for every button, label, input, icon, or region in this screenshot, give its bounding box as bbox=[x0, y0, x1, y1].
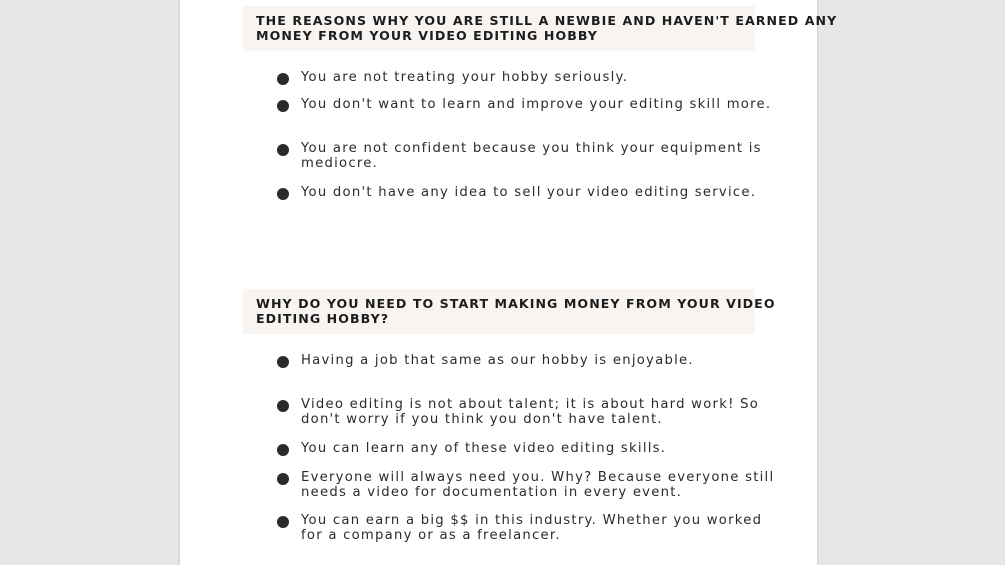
heading-line-2: MONEY FROM YOUR VIDEO EDITING HOBBY bbox=[256, 28, 598, 43]
list-item-line: Everyone will always need you. Why? Because everyone still bbox=[301, 470, 775, 485]
list-item-line: You can earn a big $$ in this industry. Whether you worked bbox=[301, 513, 763, 528]
bullet-icon bbox=[277, 188, 289, 200]
bullet-icon bbox=[277, 400, 289, 412]
list-item-text bbox=[301, 513, 771, 543]
bullet-icon bbox=[277, 144, 289, 156]
list-item-line: You don't have any idea to sell your video editing service. bbox=[301, 185, 757, 200]
bullet-icon bbox=[277, 100, 289, 112]
document-page bbox=[180, 0, 838, 565]
section-heading-why-make-money bbox=[243, 289, 776, 334]
list-item-line: You are not confident because you think your equipment is bbox=[301, 141, 762, 156]
list-item-text bbox=[301, 97, 771, 112]
heading-line-2: EDITING HOBBY? bbox=[256, 311, 390, 326]
section-heading-text bbox=[256, 296, 776, 326]
section-heading-newbie-reasons bbox=[243, 6, 838, 51]
bullet-icon bbox=[277, 473, 289, 485]
list-item-text bbox=[301, 141, 771, 171]
list-item-text bbox=[301, 185, 771, 200]
list-item-text bbox=[301, 353, 771, 368]
list-item-line: You can learn any of these video editing skills. bbox=[301, 441, 667, 456]
list-item-line: for a company or as a freelancer. bbox=[301, 528, 561, 543]
list-item-line: Video editing is not about talent; it is about hard work! So bbox=[301, 397, 760, 412]
bullet-icon bbox=[277, 444, 289, 456]
heading-line-1: WHY DO YOU NEED TO START MAKING MONEY FROM YOUR VIDEO bbox=[256, 296, 776, 311]
list-item-text bbox=[301, 470, 775, 500]
bullet-icon bbox=[277, 356, 289, 368]
section-heading-text bbox=[256, 13, 838, 43]
list-item-line: mediocre. bbox=[301, 156, 379, 171]
list-item-text bbox=[301, 441, 771, 456]
bullet-icon bbox=[277, 73, 289, 85]
list-item-line: don't worry if you think you don't have talent. bbox=[301, 412, 663, 427]
heading-line-1: THE REASONS WHY YOU ARE STILL A NEWBIE AND HAVEN'T EARNED ANY bbox=[256, 13, 838, 28]
list-item-line: You don't want to learn and improve your editing skill more. bbox=[301, 97, 772, 112]
list-item-text bbox=[301, 70, 771, 85]
list-item-text bbox=[301, 397, 771, 427]
bullet-icon bbox=[277, 516, 289, 528]
list-item-line: needs a video for documentation in every event. bbox=[301, 485, 683, 500]
list-item-line: You are not treating your hobby seriously. bbox=[301, 70, 629, 85]
list-item-line: Having a job that same as our hobby is enjoyable. bbox=[301, 353, 694, 368]
